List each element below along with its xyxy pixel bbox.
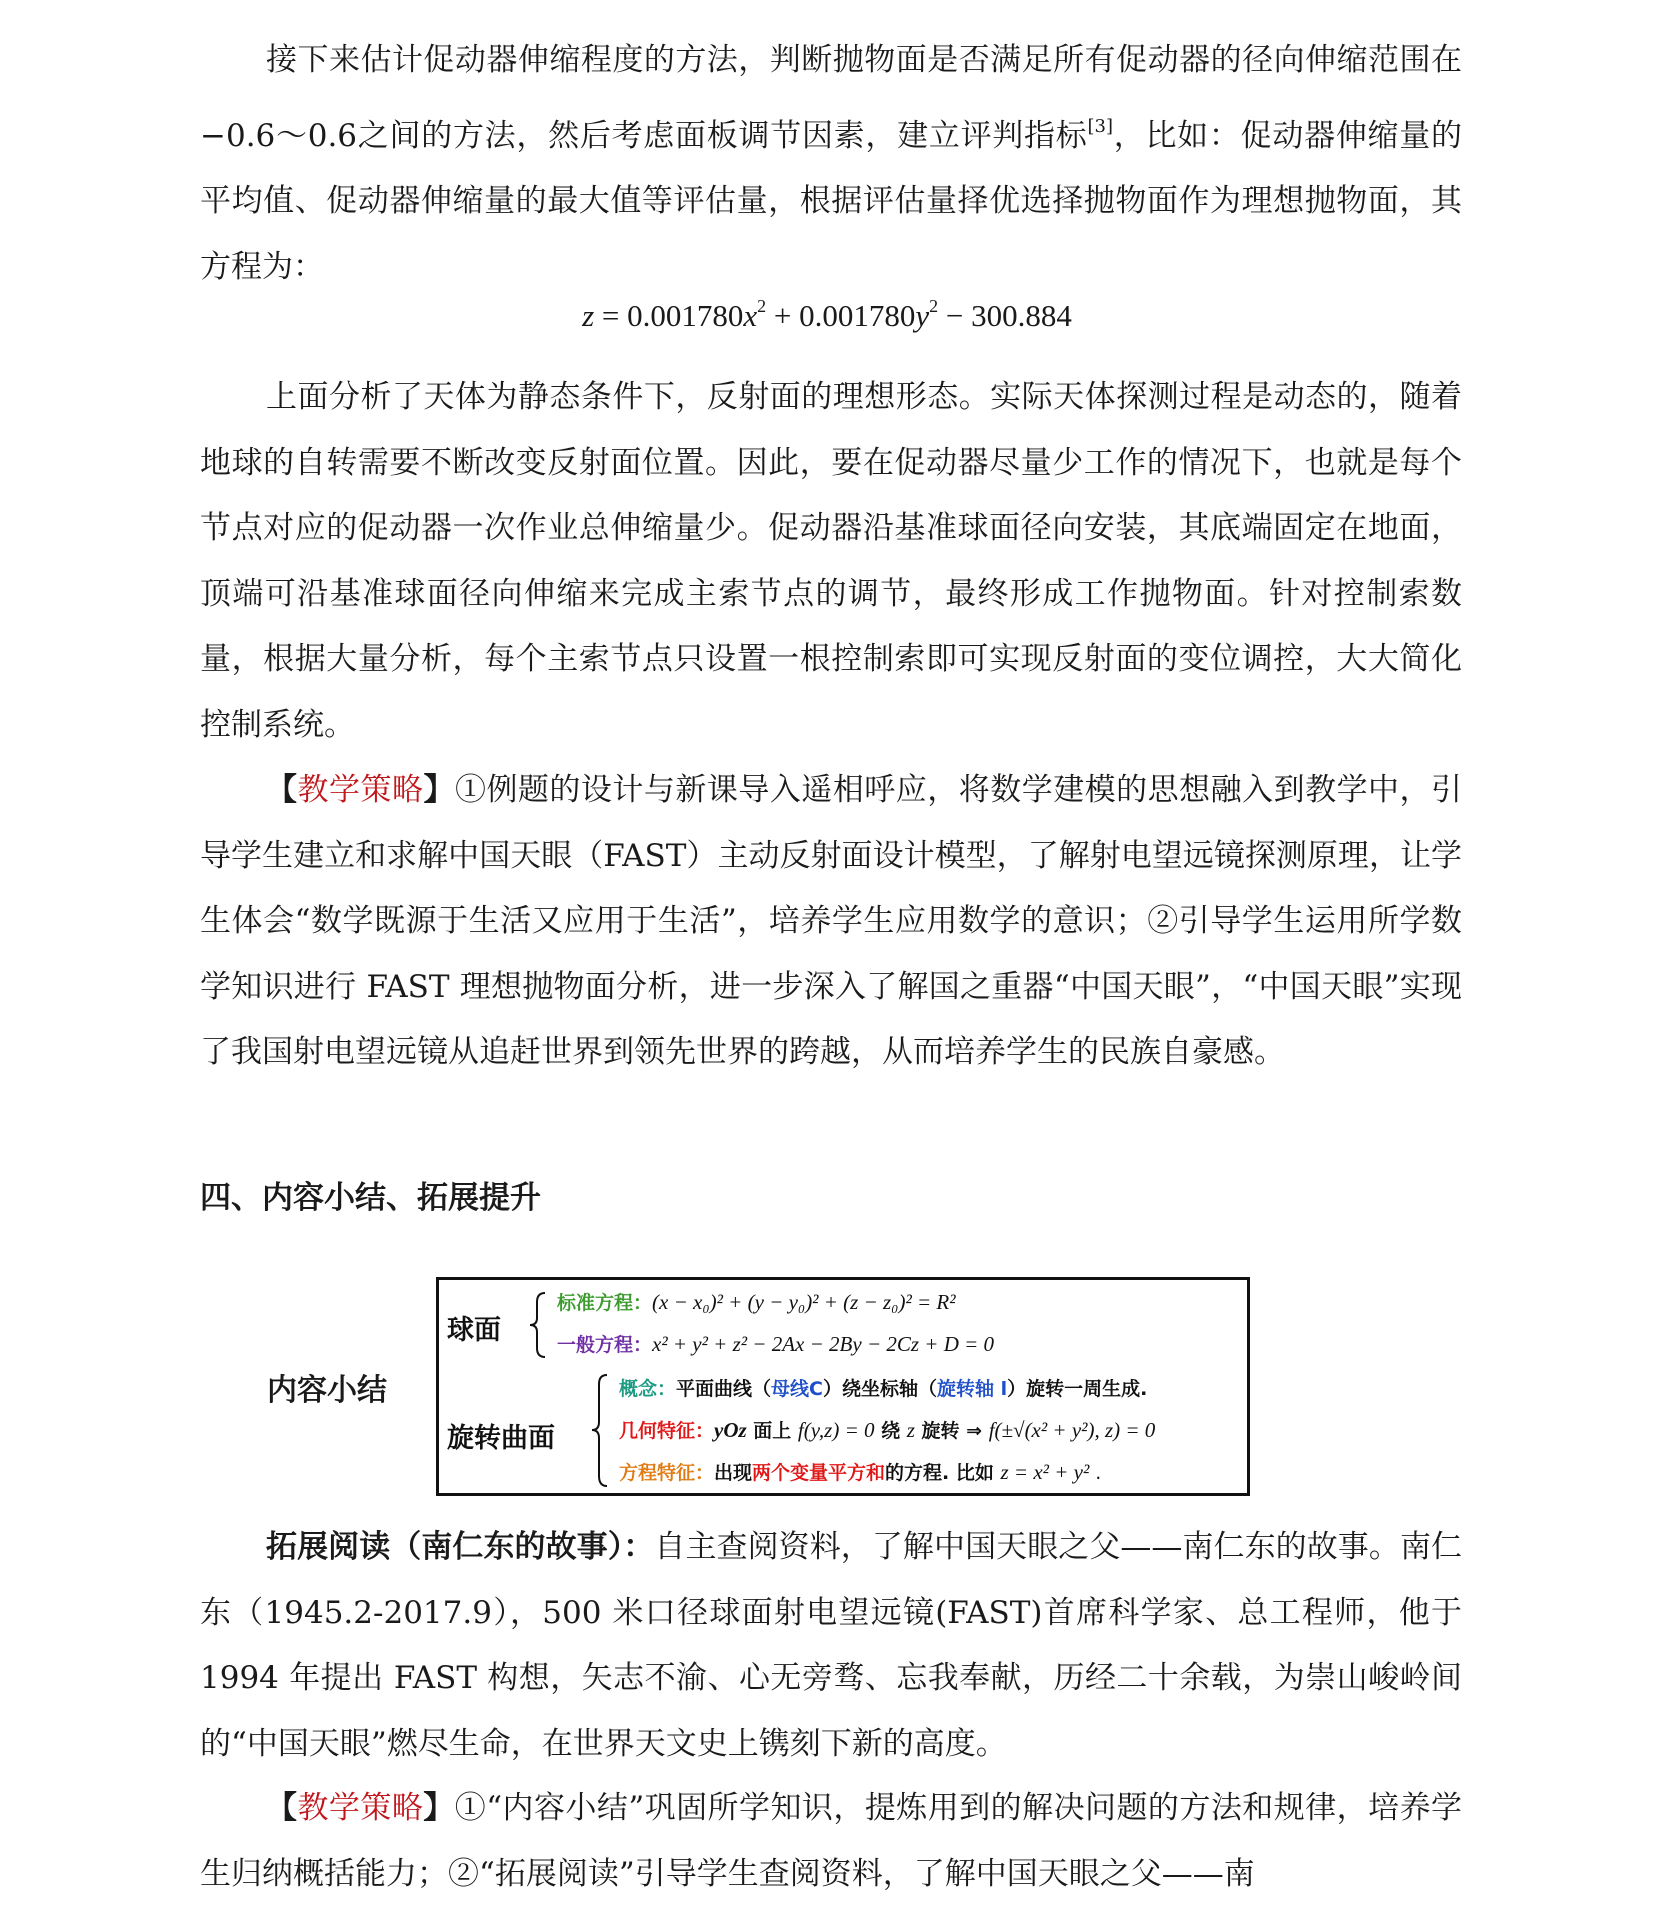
summary-label: 内容小结 [267,1373,387,1408]
brace-icon [525,1290,551,1360]
equation-feature-row: 方程特征：出现两个变量平方和的方程. 比如 z = x² + y² . [619,1460,1102,1484]
citation-ref: [3] [1087,115,1113,137]
standard-equation-row: 标准方程：(x − x₀)² + (y − y₀)² + (z − z₀)² = R² [557,1290,956,1314]
paragraph-estimate-method [200,28,1462,300]
strategy-label: 教学策略 [297,1790,424,1826]
paraboloid-equation: $z = 0.001780x^2 + 0.001780y^2 - 300.884$ [582,296,1072,333]
sphere-label: 球面 [447,1315,501,1346]
paragraph-dynamic-analysis: 上面分析了天体为静态条件下，反射面的理想形态。实际天体探测过程是动态的，随着地球的自转需要不断改变反射面位置。因此，要在促动器尽量少工作的情况下，也就是每个节点对应的促动器一次作业总伸缩量少。促动器沿基准球面径向安装，其底端固定在地面，顶端可沿基准球面径向伸缩来完成主索节点的调节，最终形成工作抛物面。针对控制索数量，根据大量分析，每个主索节点只设置一根控制索即可实现反射面的变位调控，大大简化控制系统。 [200,379,1462,743]
paragraph-teaching-strategy-2: 【教学策略】①“内容小结”巩固所学知识，提炼用到的解决问题的方法和规律，培养学生归纳概括能力；②“拓展阅读”引导学生查阅资料，了解中国天眼之父——南 [200,1790,1463,1892]
concept-row: 概念：平面曲线（母线C）绕坐标轴（旋转轴 l）旋转一周生成. [619,1378,1148,1400]
summary-box [436,1277,1250,1496]
section-heading: 四、内容小结、拓展提升 [200,1180,541,1216]
general-equation-row: 一般方程：x² + y² + z² − 2Ax − 2By − 2Cz + D = 0 [557,1332,995,1356]
paragraph-teaching-strategy-1: 【教学策略】①例题的设计与新课导入遥相呼应，将数学建模的思想融入到教学中，引导学生建立和求解中国天眼（FAST）主动反射面设计模型，了解射电望远镜探测原理，让学生体会“数学既源于生活又应用于生活”，培养学生应用数学的意识；②引导学生运用所学数学知识进行 FAST 理想抛物面分析，进一步深入了解国之重器“中国天眼”，“中国天眼”实现了我国射电望远镜从追赶世界到领先世界的跨越，从而培养学生的民族自豪感。 [200,772,1463,1070]
strategy-text: ①“内容小结”巩固所学知识，提炼用到的解决问题的方法和规律，培养学生归纳概括能力；②“拓展阅读”引导学生查阅资料，了解中国天眼之父——南 [200,1790,1463,1892]
surface-label: 旋转曲面 [447,1423,555,1454]
strategy-text: ①例题的设计与新课导入遥相呼应，将数学建模的思想融入到教学中，引导学生建立和求解中国天眼（FAST）主动反射面设计模型，了解射电望远镜探测原理，让学生体会“数学既源于生活又应用于生活”，培养学生应用数学的意识；②引导学生运用所学数学知识进行 FAST 理想抛物面分析，进一步深入了解国之重器“中国天眼”，“中国天眼”实现了我国射电望远镜从追赶世界到领先世界的跨越，从而培养学生的民族自豪感。 [200,772,1463,1070]
reading-label: 拓展阅读（南仁东的故事）： [266,1529,655,1565]
paragraph-text: 接下来估计促动器伸缩程度的方法，判断抛物面是否满足所有促动器的径向伸缩范围在−0.6～0.6之间的方法，然后考虑面板调节因素，建立评判指标 [200,42,1462,154]
paragraph-extended-reading [200,1515,1462,1777]
paragraph-text-tail: ，比如：促动器伸缩量的平均值、促动器伸缩量的最大值等评估量，根据评估量择优选择抛物面作为理想抛物面，其方程为： [200,117,1463,285]
geometry-row: 几何特征：yOz 面上 f(y,z) = 0 绕 z 旋转 ⇒ f(±√(x² + y²), z) = 0 [619,1418,1156,1442]
brace-icon [587,1372,613,1490]
reading-text: 自主查阅资料，了解中国天眼之父——南仁东的故事。南仁东（1945.2-2017.9），500 米口径球面射电望远镜(FAST)首席科学家、总工程师，他于 1994 年提出 FAST 构想，矢志不渝、心无旁骛、忘我奉献，历经二十余载，为崇山峻岭间的“中国天眼”燃尽生命，在世界天文史上镌刻下新的高度。 [200,1529,1463,1762]
strategy-label: 教学策略 [297,772,424,808]
